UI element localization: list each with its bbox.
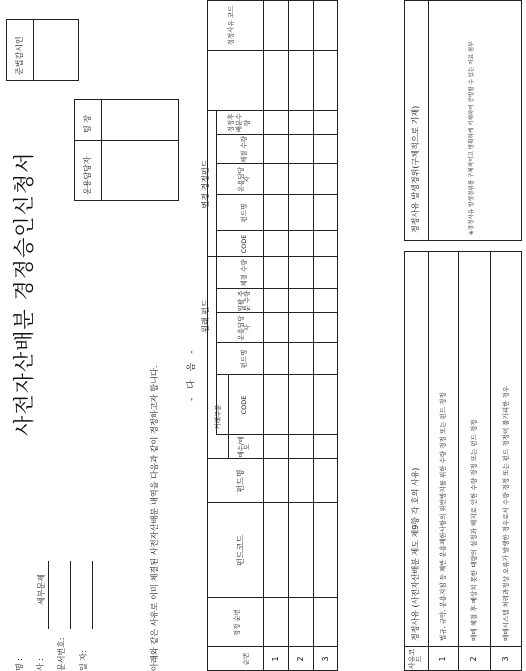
reason-code-3: 3: [501, 656, 510, 662]
col-fund-name-header: 펀드명: [236, 469, 245, 493]
code-header: CODE: [239, 395, 248, 415]
row-number-3: 3: [321, 656, 330, 662]
intro-text: 아래와 같은 사유로 이미 체결된 사전자산배분 내역을 다음과 같이 경정하고자 합니다.: [149, 365, 159, 671]
orig-exec-qty-header: 체결 수량: [239, 259, 248, 287]
new-exec-qty-header: 체결 수량: [239, 135, 248, 164]
form-title: 사전자산배분 경정승인신청서: [12, 151, 36, 436]
row-number-2: 2: [296, 656, 305, 662]
col-no-header: 순번: [241, 652, 250, 666]
orig-fund-name-header: 펀드명: [239, 349, 248, 369]
reason-circumstance-box: [404, 0, 522, 241]
approval-manager-label: 운용담당자: [83, 156, 92, 195]
approval-signature-area: [101, 99, 179, 201]
new-fund-name-header: 펀드명: [239, 203, 248, 223]
reason-circumstance-header: 경정사유 발생경위(구체적으로 기재): [411, 105, 420, 233]
col-seq-header: 경정 순번: [233, 608, 242, 637]
reason-code-2: 2: [469, 656, 478, 662]
reason-code-1: 1: [438, 656, 447, 662]
header-label-3: 문서번호:: [57, 637, 66, 671]
header-label-4: 일 자:: [79, 650, 88, 671]
approval-team-lead-label: 팀 장: [83, 115, 92, 133]
orig-manager-header: 운용담당자: [236, 315, 251, 341]
compliance-signature-box: [33, 19, 79, 81]
group-trade-header: 거래구분: [213, 404, 222, 430]
group-original-header: 원래 펀드: [201, 299, 210, 333]
reason-text-2: 매매 체결 후 예상치 못한 대량의 설정과 해지로 인한 수량 경정 또는 펀드 경정: [470, 419, 478, 641]
new-manager-header: 운용담당자: [236, 166, 251, 193]
group-changed-header: 변경 경정펀드: [201, 159, 210, 209]
trade-sub-header: 매수/매도: [236, 436, 251, 458]
reason-code-header: 경정사유 코드: [227, 5, 236, 46]
reason-text-3: 매매시스템 처리과정상 오류가 발생한 경우로서 수량 경정 또는 펀드 경정이 불가피한 경우: [502, 385, 510, 641]
approval-compliance-label: 준법감시인: [15, 36, 24, 75]
new-code-header: CODE: [239, 234, 248, 254]
col-fund-code-header: 펀드코드: [236, 535, 245, 566]
row-number-1: 1: [271, 656, 280, 662]
orig-order-qty-header: 일괄 주문 수량: [236, 290, 251, 312]
reason-code-col-header: 사유코드: [408, 648, 423, 670]
applicant-value: 세부문제: [37, 574, 46, 605]
allocation-table: [207, 0, 338, 671]
applicant-label: 명 :: [15, 658, 24, 671]
reduced-qty-header: 경정후 배분수량: [227, 113, 251, 133]
reason-text-1: 법규, 규약, 운용지침 등 제반 운용제한사항의 위반방지를 위한 수량 경정 또는 펀드 경정: [439, 392, 447, 641]
header-label-2: 사 :: [36, 658, 45, 671]
reason-circumstance-note: ※경정사유 발생경위를 구체적이고 명확하게 기재하여 증빙할 수 있는 자료 첨부: [469, 41, 475, 235]
section-heading: - 다 음 -: [187, 347, 197, 401]
reason-desc-col-header: 경정사유 (사전자산배분 제도 제9항 각 호의 사유): [411, 467, 420, 641]
